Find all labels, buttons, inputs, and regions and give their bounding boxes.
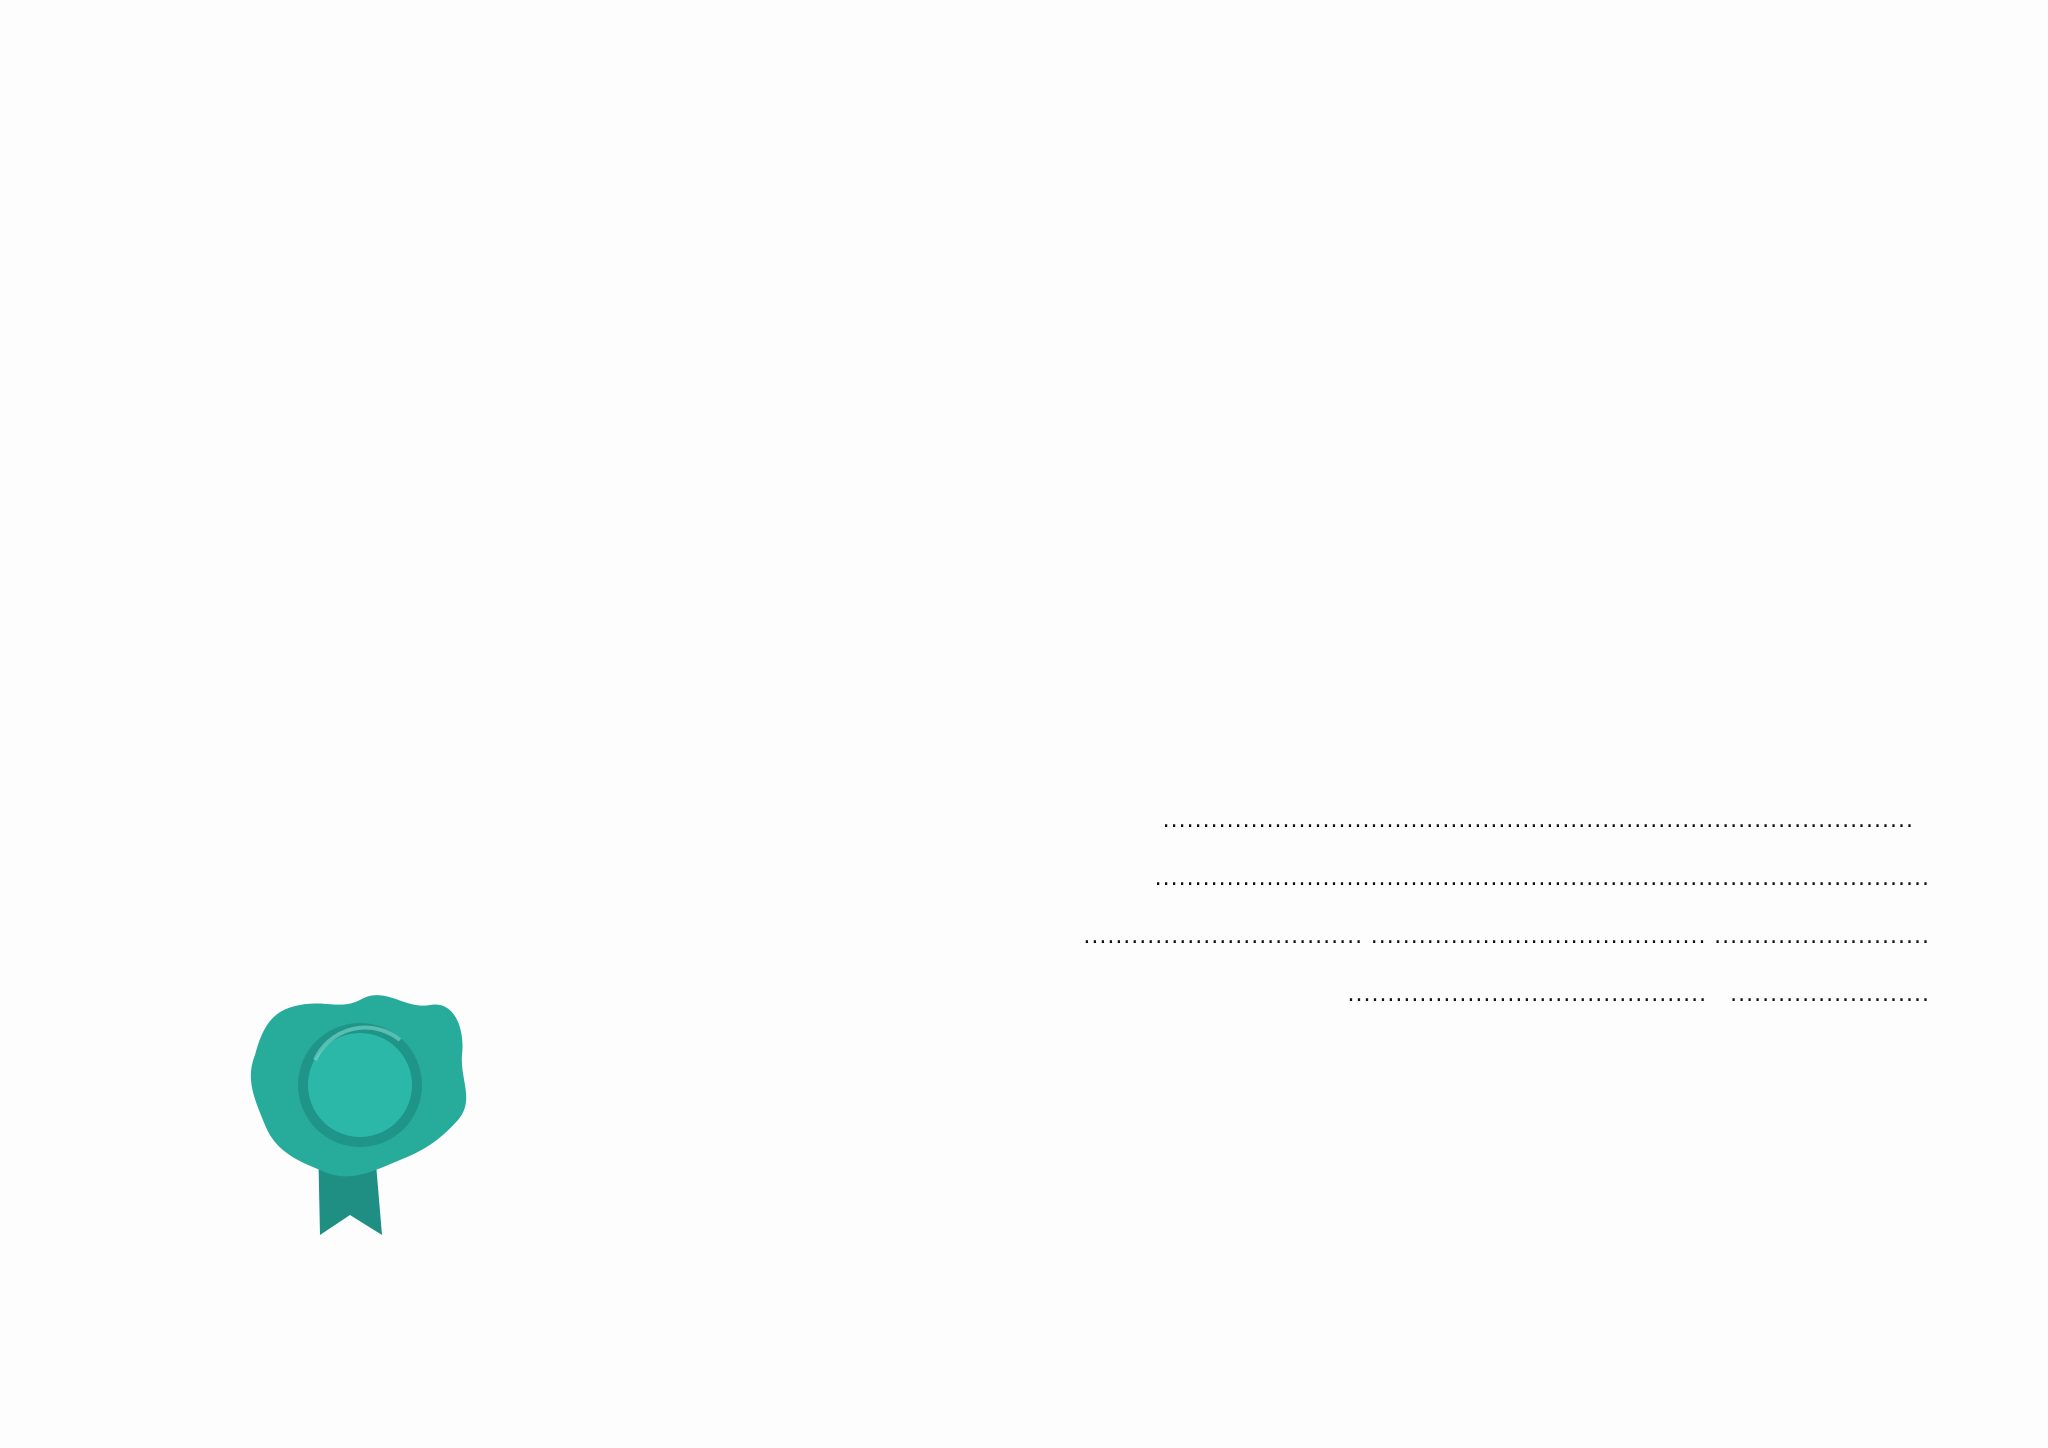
certificate-fill-dots: ........................... (1714, 924, 1930, 949)
birth-fill-dots: ................................................................................................. (1154, 866, 1930, 891)
birth-line (1155, 866, 1930, 891)
certifies-line (1163, 808, 1930, 833)
obtained-line (1083, 924, 1930, 949)
level-line (1347, 982, 1930, 1007)
wax-seal-icon (251, 995, 466, 1235)
place-fill-dots: .......................................... (1370, 924, 1707, 949)
name-fill-dots: .............................................................................................. (1162, 808, 1930, 833)
grade-fill-dots: ............................................. (1347, 982, 1708, 1007)
level-fill-dots: ......................... (1730, 982, 1930, 1007)
wilaya-fill-dots: ................................... (1083, 924, 1364, 949)
